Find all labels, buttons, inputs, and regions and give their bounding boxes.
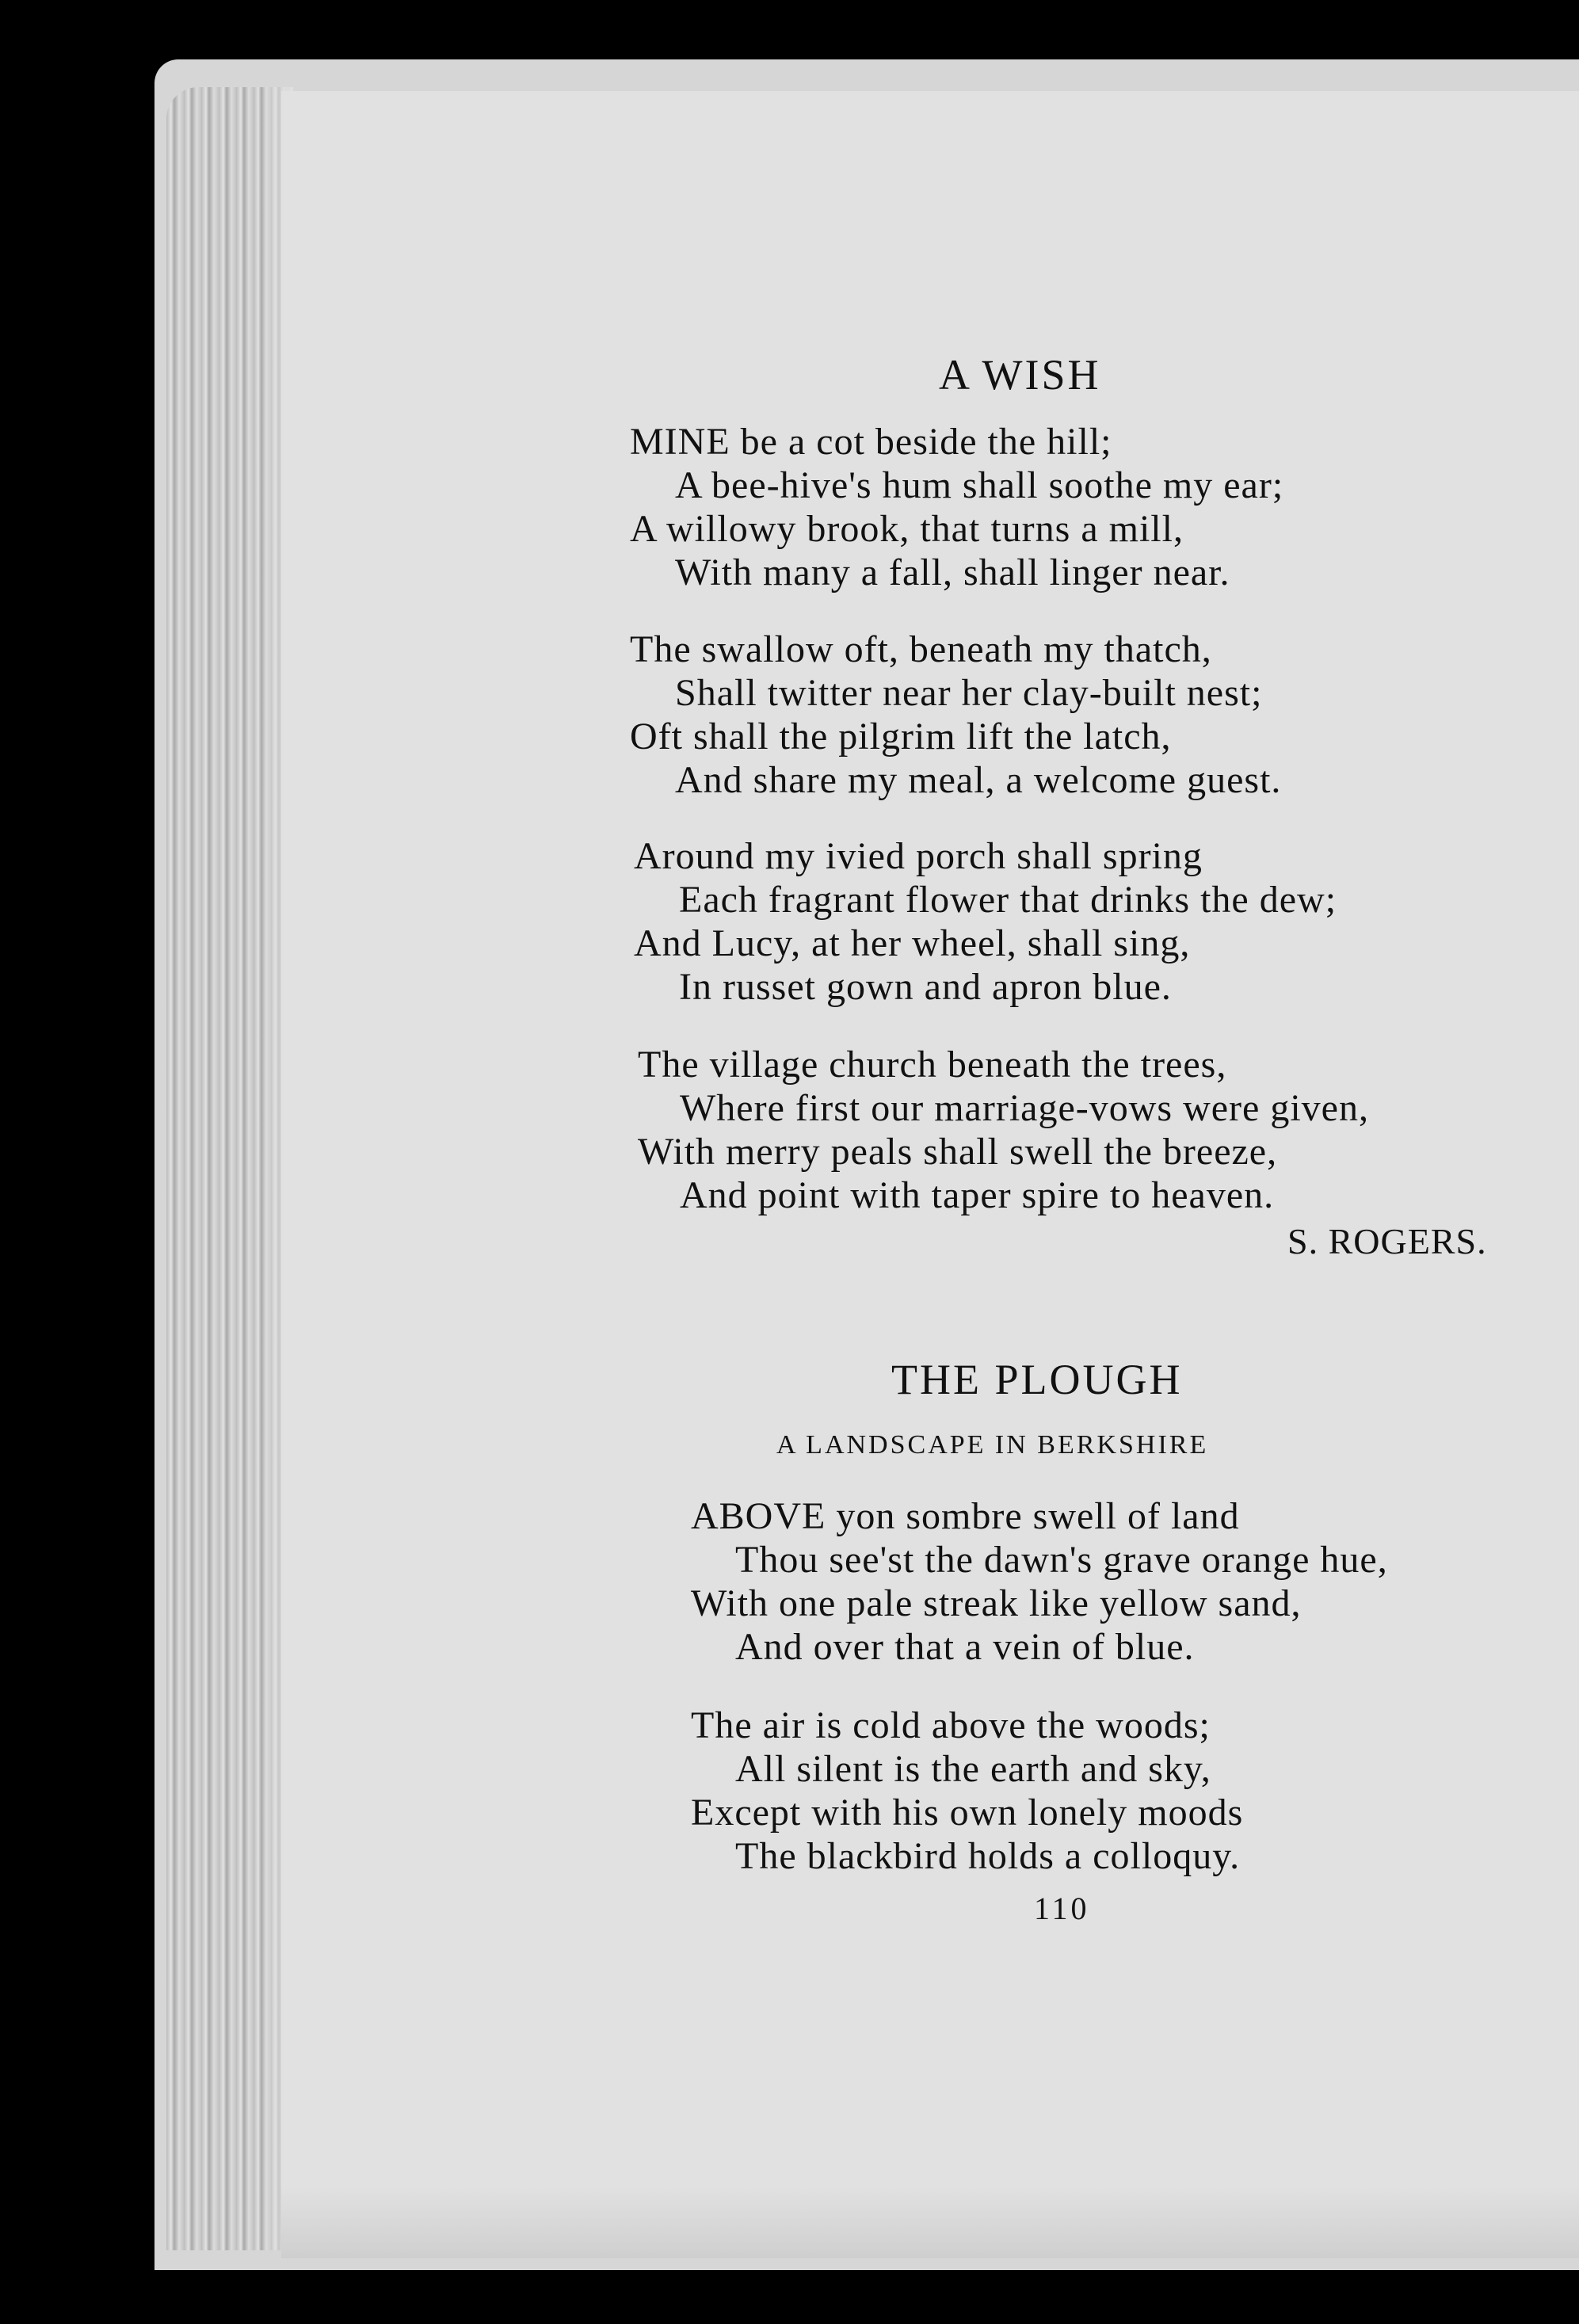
poem-line: The air is cold above the woods; <box>691 1704 1211 1746</box>
poem-line: And over that a vein of blue. <box>735 1626 1195 1668</box>
poem-author: S. ROGERS. <box>1287 1221 1487 1261</box>
poem-line: Where first our marriage-vows were given, <box>680 1087 1369 1129</box>
poem-line: And point with taper spire to heaven. <box>680 1174 1275 1216</box>
poem-line: And share my meal, a welcome guest. <box>675 759 1282 801</box>
poem-line: With many a fall, shall linger near. <box>675 551 1230 593</box>
poem-line: The swallow oft, beneath my thatch, <box>630 628 1212 670</box>
poem-subtitle: A LANDSCAPE IN BERKSHIRE <box>776 1430 1209 1460</box>
poem-title: A WISH <box>939 351 1101 399</box>
poem-line: Each fragrant flower that drinks the dew; <box>679 879 1337 921</box>
poem-line: And Lucy, at her wheel, shall sing, <box>634 922 1191 964</box>
poem-line: Thou see'st the dawn's grave orange hue, <box>735 1539 1388 1581</box>
poem-line: With merry peals shall swell the breeze, <box>638 1131 1278 1173</box>
poem-line: Except with his own lonely moods <box>691 1792 1244 1834</box>
poem-line: Shall twitter near her clay-built nest; <box>675 672 1263 714</box>
poem-line: Oft shall the pilgrim lift the latch, <box>630 716 1172 757</box>
poem-line: In russet gown and apron blue. <box>679 966 1172 1008</box>
poem-line: All silent is the earth and sky, <box>735 1748 1211 1790</box>
page-stack <box>166 87 293 2250</box>
poem-line: A willowy brook, that turns a mill, <box>630 508 1184 550</box>
poem-line: The blackbird holds a colloquy. <box>735 1835 1241 1877</box>
page-number: 110 <box>1034 1891 1090 1926</box>
poem-line: ABOVE yon sombre swell of land <box>691 1495 1240 1537</box>
poem-line: Around my ivied porch shall spring <box>634 835 1203 877</box>
page-shadow <box>281 2187 1579 2258</box>
poem-line: MINE be a cot beside the hill; <box>630 421 1112 463</box>
poem-title: THE PLOUGH <box>891 1356 1183 1403</box>
poem-line: With one pale streak like yellow sand, <box>691 1582 1302 1624</box>
poem-line: A bee-hive's hum shall soothe my ear; <box>675 464 1284 506</box>
poem-line: The village church beneath the trees, <box>638 1044 1227 1086</box>
